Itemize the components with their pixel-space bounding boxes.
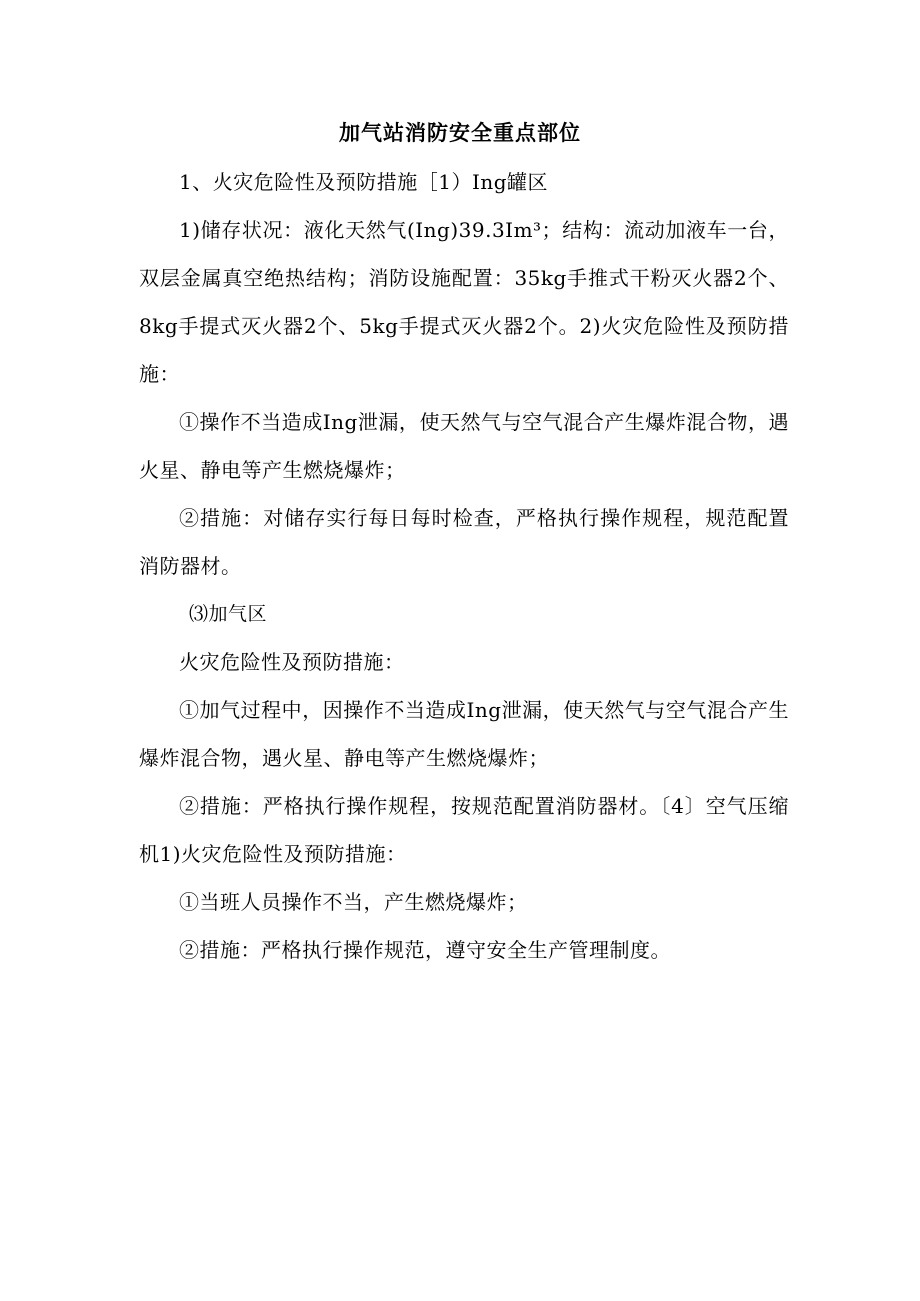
paragraph-measure-3: ②措施：严格执行操作规范，遵守安全生产管理制度。: [179, 938, 671, 962]
document-title: 加气站消防安全重点部位: [339, 120, 581, 145]
paragraph-measure-1: ②措施：对储存实行每日每时检查，严格执行操作规程，规范配置消防器材。: [139, 506, 789, 578]
section-heading-lng-tank-area: 1、火灾危险性及预防措施［1）Ing罐区: [179, 170, 549, 194]
paragraph-risk-1: ①操作不当造成Ing泄漏，使天然气与空气混合产生爆炸混合物，遇火星、静电等产生燃烧爆炸；: [139, 410, 789, 482]
paragraph-storage-status: 1)储存状况：液化天然气(Ing)39.3Im³；结构：流动加液车一台，双层金属真空绝热结构；消防设施配置：35kg手推式干粉灭火器2个、8kg手提式灭火器2个、5kg手提式灭火器2个。2)火灾危险性及预防措施：: [139, 218, 789, 386]
paragraph-measure-2: ②措施：严格执行操作规程，按规范配置消防器材。〔4〕空气压缩机1)火灾危险性及预防措施：: [139, 794, 789, 866]
paragraph-risk-3: ①当班人员操作不当，产生燃烧爆炸；: [179, 890, 528, 914]
paragraph-risk-title: 火灾危险性及预防措施：: [179, 650, 405, 674]
section-heading-refueling-area: ⑶加气区: [189, 603, 268, 625]
paragraph-risk-2: ①加气过程中，因操作不当造成Ing泄漏，使天然气与空气混合产生爆炸混合物，遇火星、静电等产生燃烧爆炸；: [139, 698, 789, 770]
